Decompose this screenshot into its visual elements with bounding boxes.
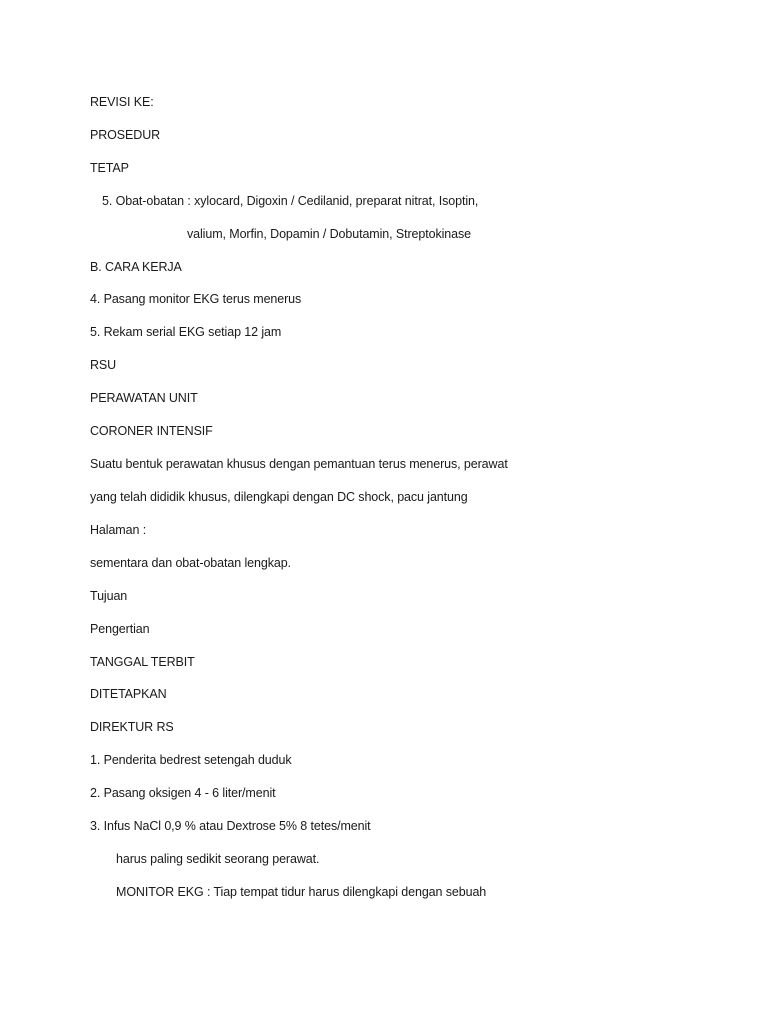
- step-3: 3. Infus NaCl 0,9 % atau Dextrose 5% 8 tetes/menit: [90, 819, 371, 833]
- description-line-1: Suatu bentuk perawatan khusus dengan pemantuan terus menerus, perawat: [90, 457, 508, 471]
- tetap-label: TETAP: [90, 161, 129, 175]
- coroner-intensif-label: CORONER INTENSIF: [90, 424, 213, 438]
- halaman-label: Halaman :: [90, 523, 147, 537]
- description-line-3: sementara dan obat-obatan lengkap.: [90, 556, 291, 570]
- perawatan-unit-label: PERAWATAN UNIT: [90, 391, 198, 405]
- ditetapkan-label: DITETAPKAN: [90, 687, 167, 701]
- pengertian-label: Pengertian: [90, 622, 150, 636]
- perawat-line: harus paling sedikit seorang perawat.: [116, 852, 320, 866]
- prosedur-label: PROSEDUR: [90, 128, 161, 142]
- monitor-ekg-line: MONITOR EKG : Tiap tempat tidur harus dilengkapi dengan sebuah: [116, 885, 487, 899]
- description-line-2: yang telah dididik khusus, dilengkapi dengan DC shock, pacu jantung: [90, 490, 468, 504]
- revisi-label: REVISI KE:: [90, 95, 154, 109]
- obat-line-1: 5. Obat-obatan : xylocard, Digoxin / Cedilanid, preparat nitrat, Isoptin,: [102, 194, 479, 208]
- cara-kerja-step-5: 5. Rekam serial EKG setiap 12 jam: [90, 325, 282, 339]
- rsu-label: RSU: [90, 358, 117, 372]
- step-1: 1. Penderita bedrest setengah duduk: [90, 753, 292, 767]
- obat-line-2: valium, Morfin, Dopamin / Dobutamin, Streptokinase: [187, 227, 472, 241]
- step-2: 2. Pasang oksigen 4 - 6 liter/menit: [90, 786, 276, 800]
- cara-kerja-step-4: 4. Pasang monitor EKG terus menerus: [90, 292, 302, 306]
- direktur-rs-label: DIREKTUR RS: [90, 720, 174, 734]
- tujuan-label: Tujuan: [90, 589, 128, 603]
- cara-kerja-heading: B. CARA KERJA: [90, 260, 182, 274]
- tanggal-terbit-label: TANGGAL TERBIT: [90, 655, 195, 669]
